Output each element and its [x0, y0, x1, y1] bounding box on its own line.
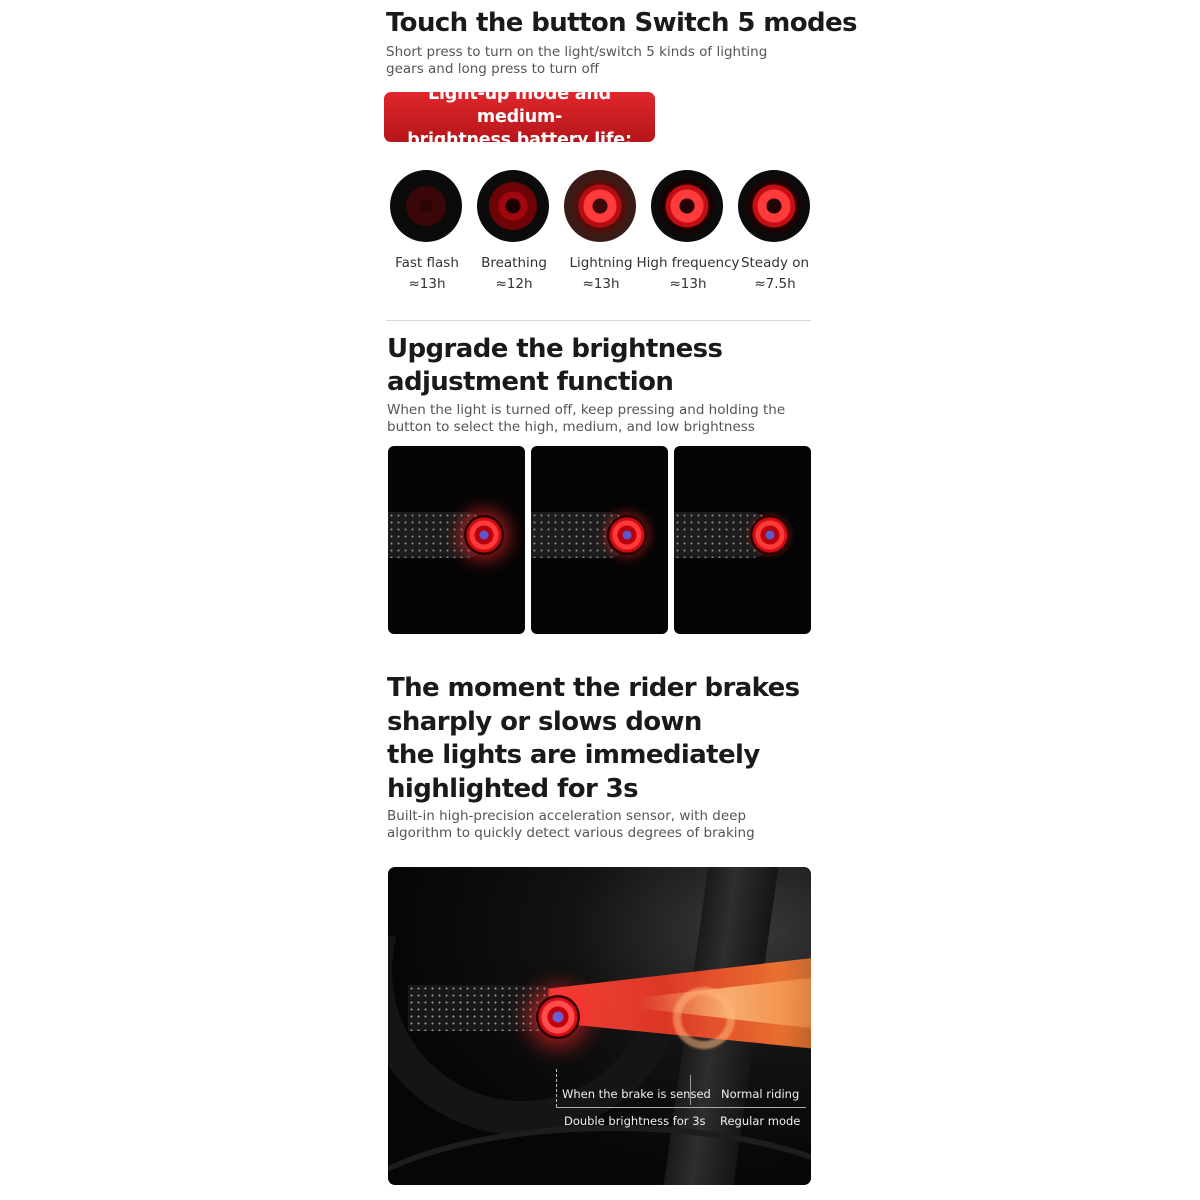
legend-brake-sensed: When the brake is sensed — [562, 1087, 711, 1101]
tail-light — [536, 995, 580, 1039]
mode-time: ≈13h — [669, 276, 707, 292]
legend-double-brightness: Double brightness for 3s — [564, 1114, 706, 1128]
mode-label: Breathing — [481, 255, 547, 271]
section-title-modes: Touch the button Switch 5 modes — [386, 8, 857, 38]
brake-light-photo — [388, 867, 811, 1185]
section-subtitle-brightness: When the light is turned off, keep pressing and holding the button to select the high, medium, and low brightness — [387, 402, 786, 435]
title-line: adjustment function — [387, 367, 674, 397]
mode-label: Steady on — [740, 255, 810, 271]
mode-label: High frequency — [636, 255, 740, 271]
tail-light — [464, 515, 504, 555]
mode-time: ≈13h — [408, 276, 446, 292]
tail-light — [750, 515, 790, 555]
title-line: highlighted for 3s — [387, 773, 639, 804]
mode-label: Fast flash — [395, 255, 459, 271]
legend-normal-riding: Normal riding — [721, 1087, 800, 1101]
handlebar — [408, 985, 558, 1031]
brightness-high-image — [388, 446, 525, 634]
battery-life-badge — [384, 83, 655, 150]
light-mode-image — [390, 170, 462, 242]
badge-line-1: Light-up mode and medium- — [428, 83, 611, 127]
brightness-medium-image — [531, 446, 668, 634]
mode-label: Lightning — [569, 255, 633, 271]
section-title-brightness — [387, 333, 807, 399]
title-line: The moment the rider brakes — [387, 673, 800, 703]
light-mode-image — [564, 170, 636, 242]
title-line: the lights are immediately — [387, 740, 760, 770]
legend-dashed-line — [556, 1069, 557, 1107]
brightness-low-image — [674, 446, 811, 634]
section-title-brake — [387, 672, 807, 806]
legend-regular-mode: Regular mode — [720, 1114, 801, 1128]
legend-baseline — [556, 1107, 806, 1108]
badge-line-2: brightness battery life: — [407, 129, 632, 150]
section-subtitle-modes: Short press to turn on the light/switch 5 kinds of lighting gears and long press to turn off — [386, 44, 768, 77]
title-line: Upgrade the brightness — [387, 334, 723, 364]
light-mode-image — [651, 170, 723, 242]
title-line: sharply or slows down — [387, 706, 702, 737]
tail-light — [607, 515, 647, 555]
light-mode-image — [738, 170, 810, 242]
section-subtitle-brake: Built-in high-precision acceleration sensor, with deep algorithm to quickly detect various degrees of braking — [387, 808, 755, 841]
light-mode-image — [477, 170, 549, 242]
light-ghost-ring — [673, 987, 735, 1049]
brake-legend — [556, 1069, 811, 1139]
mode-time: ≈12h — [495, 276, 533, 292]
mode-time: ≈7.5h — [754, 276, 796, 292]
section-divider — [386, 320, 811, 321]
mode-time: ≈13h — [582, 276, 620, 292]
